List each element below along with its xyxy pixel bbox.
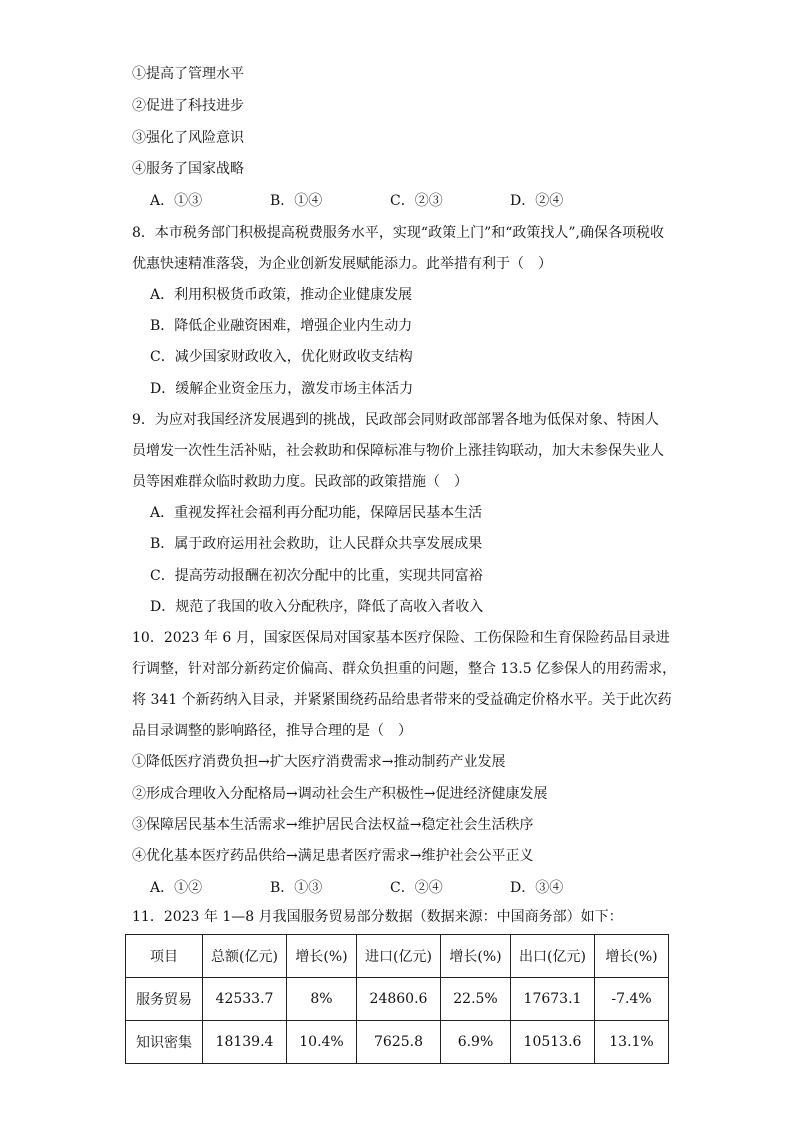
table-row xyxy=(126,978,669,1021)
q8-option-d: D．缓解企业资金压力，激发市场主体活力 xyxy=(150,381,414,397)
header-import: 进口(亿元) xyxy=(357,935,441,978)
header-total: 总额(亿元) xyxy=(203,935,287,978)
q9-option-a: A．重视发挥社会福利再分配功能，保障居民基本生活 xyxy=(150,505,483,521)
q8-stem-line-1: 8．本市税务部门积极提高税费服务水平，实现“政策上门”和“政策找人”,确保各项税收 xyxy=(132,225,664,241)
q9-option-b: B．属于政府运用社会救助，让人民群众共享发展成果 xyxy=(150,536,483,552)
table-header-row xyxy=(126,935,669,978)
q7-choices xyxy=(150,190,630,210)
table-cell: 10513.6 xyxy=(511,1021,595,1064)
q8-stem-line-2: 优惠快速精准落袋，为企业创新发展赋能添力。此举措有利于（ ） xyxy=(132,256,552,272)
q10-choice-a: A．①② xyxy=(150,880,203,896)
q11-stem: 11．2023 年 1—8 月我国服务贸易部分数据（数据来源：中国商务部）如下： xyxy=(132,909,623,925)
q10-choices xyxy=(150,877,630,897)
q10-stem-line-3: 将 341 个新药纳入目录，并紧紧围绕药品给患者带来的受益确定价格水平。关于此次药 xyxy=(132,692,672,708)
table-cell: 13.1% xyxy=(595,1021,669,1064)
q9-option-d: D．规范了我国的收入分配秩序，降低了高收入者收入 xyxy=(150,599,484,615)
q7-choice-a: A．①③ xyxy=(150,193,203,209)
q9-stem-line-1: 9．为应对我国经济发展遇到的挑战，民政部会同财政部部署各地为低保对象、特困人 xyxy=(132,412,659,428)
table-cell: 10.4% xyxy=(287,1021,357,1064)
q10-item-2: ②形成合理收入分配格局→调动社会生产积极性→促进经济健康发展 xyxy=(132,786,548,802)
q7-item-3: ③强化了风险意识 xyxy=(132,130,244,146)
q10-choice-b: B．①③ xyxy=(270,880,323,896)
q8-option-b: B．降低企业融资困难，增强企业内生动力 xyxy=(150,318,413,334)
table-cell: 7625.8 xyxy=(357,1021,441,1064)
table-cell: 6.9% xyxy=(441,1021,511,1064)
table-cell: 24860.6 xyxy=(357,978,441,1021)
table-cell: 42533.7 xyxy=(203,978,287,1021)
q7-choice-c: C．②③ xyxy=(390,193,443,209)
q7-choice-b: B．①④ xyxy=(270,193,323,209)
q7-item-4: ④服务了国家战略 xyxy=(132,161,244,177)
q8-option-a: A．利用积极货币政策，推动企业健康发展 xyxy=(150,287,413,303)
table-row xyxy=(126,1021,669,1064)
q10-item-1: ①降低医疗消费负担→扩大医疗消费需求→推动制药产业发展 xyxy=(132,754,506,770)
header-item: 项目 xyxy=(126,935,203,978)
q8-option-c: C．减少国家财政收入，优化财政收支结构 xyxy=(150,349,413,365)
table-cell: -7.4% xyxy=(595,978,669,1021)
header-total-growth: 增长(%) xyxy=(287,935,357,978)
header-export: 出口(亿元) xyxy=(511,935,595,978)
q10-choice-d: D．③④ xyxy=(510,880,564,896)
header-export-growth: 增长(%) xyxy=(595,935,669,978)
q10-item-4: ④优化基本医疗药品供给→满足患者医疗需求→维护社会公平正义 xyxy=(132,848,534,864)
table-cell: 18139.4 xyxy=(203,1021,287,1064)
q9-stem-line-3: 员等困难群众临时救助力度。民政部的政策措施（ ） xyxy=(132,474,468,490)
q10-choice-c: C．②④ xyxy=(390,880,443,896)
header-import-growth: 增长(%) xyxy=(441,935,511,978)
q10-item-3: ③保障居民基本生活需求→维护居民合法权益→稳定社会生活秩序 xyxy=(132,817,534,833)
q10-stem-line-4: 品目录调整的影响路径，推导合理的是（ ） xyxy=(132,723,412,739)
table-cell: 服务贸易 xyxy=(126,978,203,1021)
q9-stem-line-2: 员增发一次性生活补贴，社会救助和保障标准与物价上涨挂钩联动，加大未参保失业人 xyxy=(132,443,664,459)
table-cell: 22.5% xyxy=(441,978,511,1021)
q10-stem-line-1: 10．2023 年 6 月，国家医保局对国家基本医疗保险、工伤保险和生育保险药品目录进 xyxy=(132,630,670,646)
q7-choice-d: D．②④ xyxy=(510,193,564,209)
table-cell: 17673.1 xyxy=(511,978,595,1021)
q9-option-c: C．提高劳动报酬在初次分配中的比重，实现共同富裕 xyxy=(150,568,483,584)
service-trade-table xyxy=(125,934,669,1064)
q10-stem-line-2: 行调整，针对部分新药定价偏高、群众负担重的问题，整合 13.5 亿参保人的用药需求， xyxy=(132,661,677,677)
q7-item-2: ②促进了科技进步 xyxy=(132,98,244,114)
table-cell: 8% xyxy=(287,978,357,1021)
q7-item-1: ①提高了管理水平 xyxy=(132,66,244,82)
table-cell: 知识密集 xyxy=(126,1021,203,1064)
